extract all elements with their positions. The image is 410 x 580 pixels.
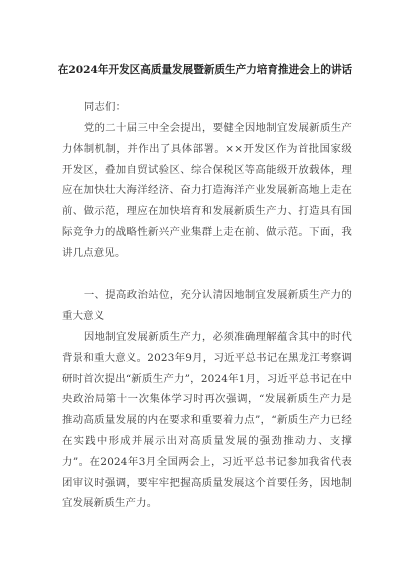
paragraph-significance: 因地制宜发展新质生产力，必须准确理解蕴含其中的时代背景和重大意义。2023年9月，习近平总书记在黑龙江考察调研时首次提出“新质生产力”，2024年1月，习近平总书记在中央政治局第十一次集体学习时再次强调，“发展新质生产力是推动高质量发展的内在要求和重要着力点”，“新质生产力已经在实践中形成并展示出对高质量发展的强劲推动力、支撑力”。在2024年3月全国两会上，习近平总书记参加我省代表团审议时强调，要牢牢把握高质量发展这个首要任务，因地制宜发展新质生产力。 <box>62 331 352 510</box>
speech-title: 在2024年开发区高质量发展暨新质生产力培育推进会上的讲话 <box>57 64 353 76</box>
paragraph-intro: 党的二十届三中全会提出，要健全因地制宜发展新质生产力体制机制，并作出了具体部署。××开发区作为首批国家级开发区，叠加自贸试验区、综合保税区等高能级开放载体，理应在加快壮大海洋经济、奋力打造海洋产业发展新高地上走在前、做示范，理应在加快培育和发展新质生产力、打造具有国际竞争力的战略性新兴产业集群上走在前、做示范。下面，我讲几点意见。 <box>62 122 352 259</box>
section-heading-1: 一、提高政治站位，充分认清因地制宜发展新质生产力的重大意义 <box>62 289 352 322</box>
salutation: 同志们： <box>83 101 127 113</box>
